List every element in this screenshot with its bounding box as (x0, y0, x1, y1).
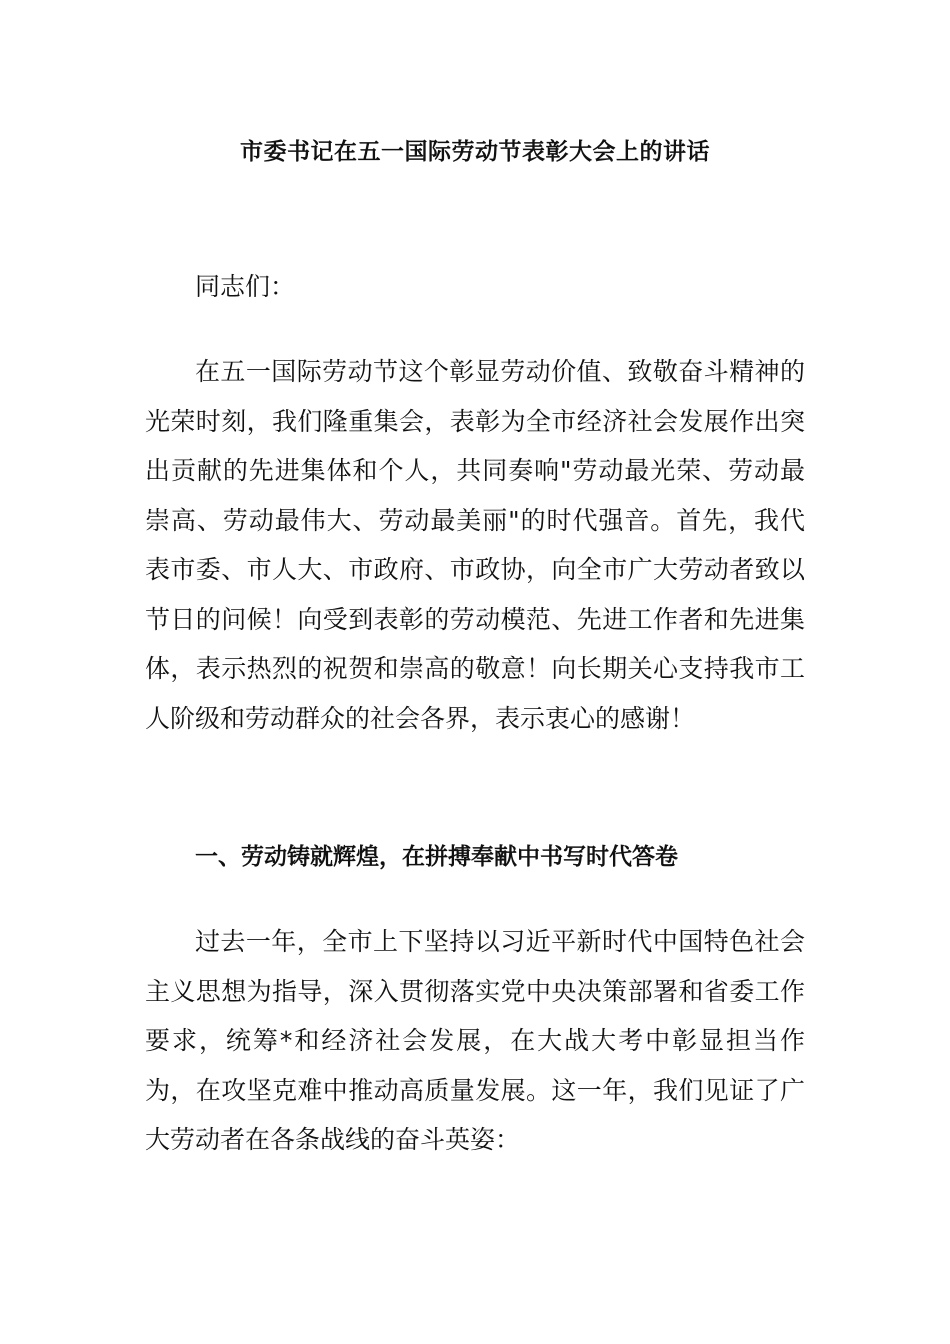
salutation: 同志们： (195, 272, 296, 301)
section-heading: 一、劳动铸就辉煌，在拼搏奉献中书写时代答卷 (195, 844, 678, 870)
body-paragraph: 过去一年，全市上下坚持以习近平新时代中国特色社会主义思想为指导，深入贯彻落实党中央决策部署和省委工作要求，统筹*和经济社会发展，在大战大考中彰显担当作为，在攻坚克难中推动高质量发展。这一年，我们见证了广大劳动者在各条战线的奋斗英姿： (145, 927, 805, 1154)
document-title: 市委书记在五一国际劳动节表彰大会上的讲话 (240, 139, 710, 165)
opening-paragraph: 在五一国际劳动节这个彰显劳动价值、致敬奋斗精神的光荣时刻，我们隆重集会，表彰为全市经济社会发展作出突出贡献的先进集体和个人，共同奏响"劳动最光荣、劳动最崇高、劳动最伟大、劳动最美丽"的时代强音。首先，我代表市委、市人大、市政府、市政协，向全市广大劳动者致以节日的问候！向受到表彰的劳动模范、先进工作者和先进集体，表示热烈的祝贺和崇高的敬意！向长期关心支持我市工人阶级和劳动群众的社会各界，表示衷心的感谢！ (145, 357, 805, 733)
